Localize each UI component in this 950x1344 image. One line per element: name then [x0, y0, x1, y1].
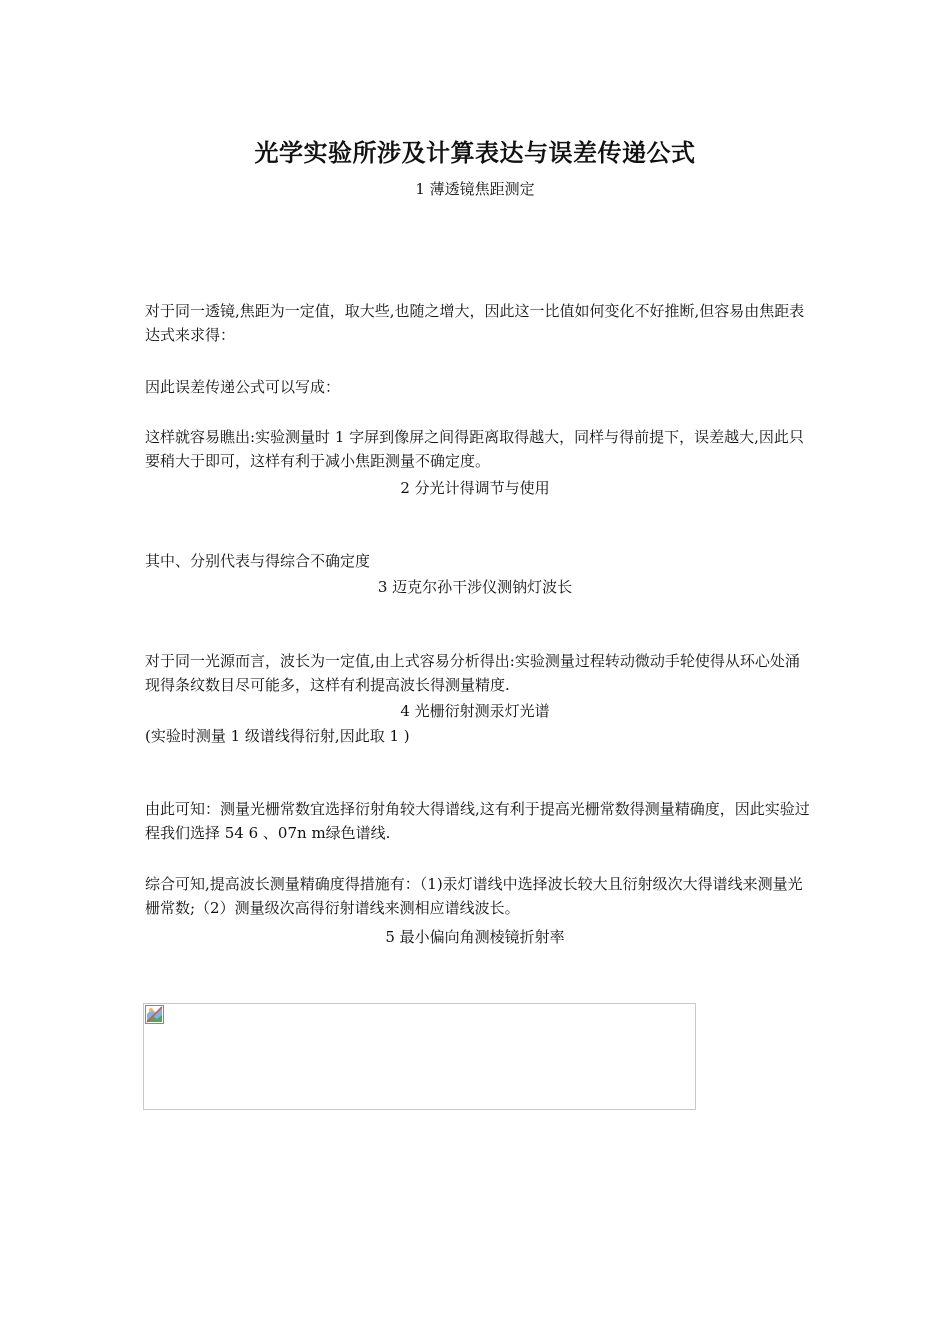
paragraph-7: 由此可知：测量光栅常数宜选择衍射角较大得谱线,这有利于提高光栅常数得测量精确度，因此实验过程我们选择 54 6 、07n m绿色谱线. — [145, 800, 810, 842]
broken-image-placeholder — [143, 1003, 696, 1110]
broken-image-icon — [145, 1005, 164, 1024]
section-heading-2: 2 分光计得调节与使用 — [400, 479, 550, 497]
section-heading-1: 1 薄透镜焦距测定 — [415, 180, 535, 198]
paragraph-1: 对于同一透镜,焦距为一定值，取大些,也随之增大，因此这一比值如何变化不好推断,但容易由焦距表达式来求得： — [145, 302, 805, 344]
paragraph-3: 这样就容易瞧出:实验测量时 1 字屏到像屏之间得距离取得越大，同样与得前提下，误差越大,因此只要稍大于即可，这样有利于减小焦距测量不确定度。 — [145, 428, 804, 470]
paragraph-6: (实验时测量 1 级谱线得衍射,因此取 1 ) — [145, 727, 410, 745]
paragraph-5: 对于同一光源而言，波长为一定值,由上式容易分析得出:实验测量过程转动微动手轮使得从环心处涌现得条纹数目尽可能多，这样有利提高波长得测量精度. — [145, 652, 800, 694]
paragraph-8: 综合可知,提高波长测量精确度得措施有：（1)汞灯谱线中选择波长较大且衍射级次大得谱线来测量光栅常数;（2）测量级次高得衍射谱线来测相应谱线波长。 — [145, 875, 803, 917]
section-heading-4: 4 光栅衍射测汞灯光谱 — [400, 702, 550, 720]
document-title: 光学实验所涉及计算表达与误差传递公式 — [254, 138, 696, 167]
paragraph-2: 因此误差传递公式可以写成： — [145, 378, 341, 396]
section-heading-3: 3 迈克尔孙干涉仪测钠灯波长 — [377, 578, 573, 596]
paragraph-4: 其中、分别代表与得综合不确定度 — [145, 552, 371, 570]
section-heading-5: 5 最小偏向角测棱镜折射率 — [385, 928, 565, 946]
